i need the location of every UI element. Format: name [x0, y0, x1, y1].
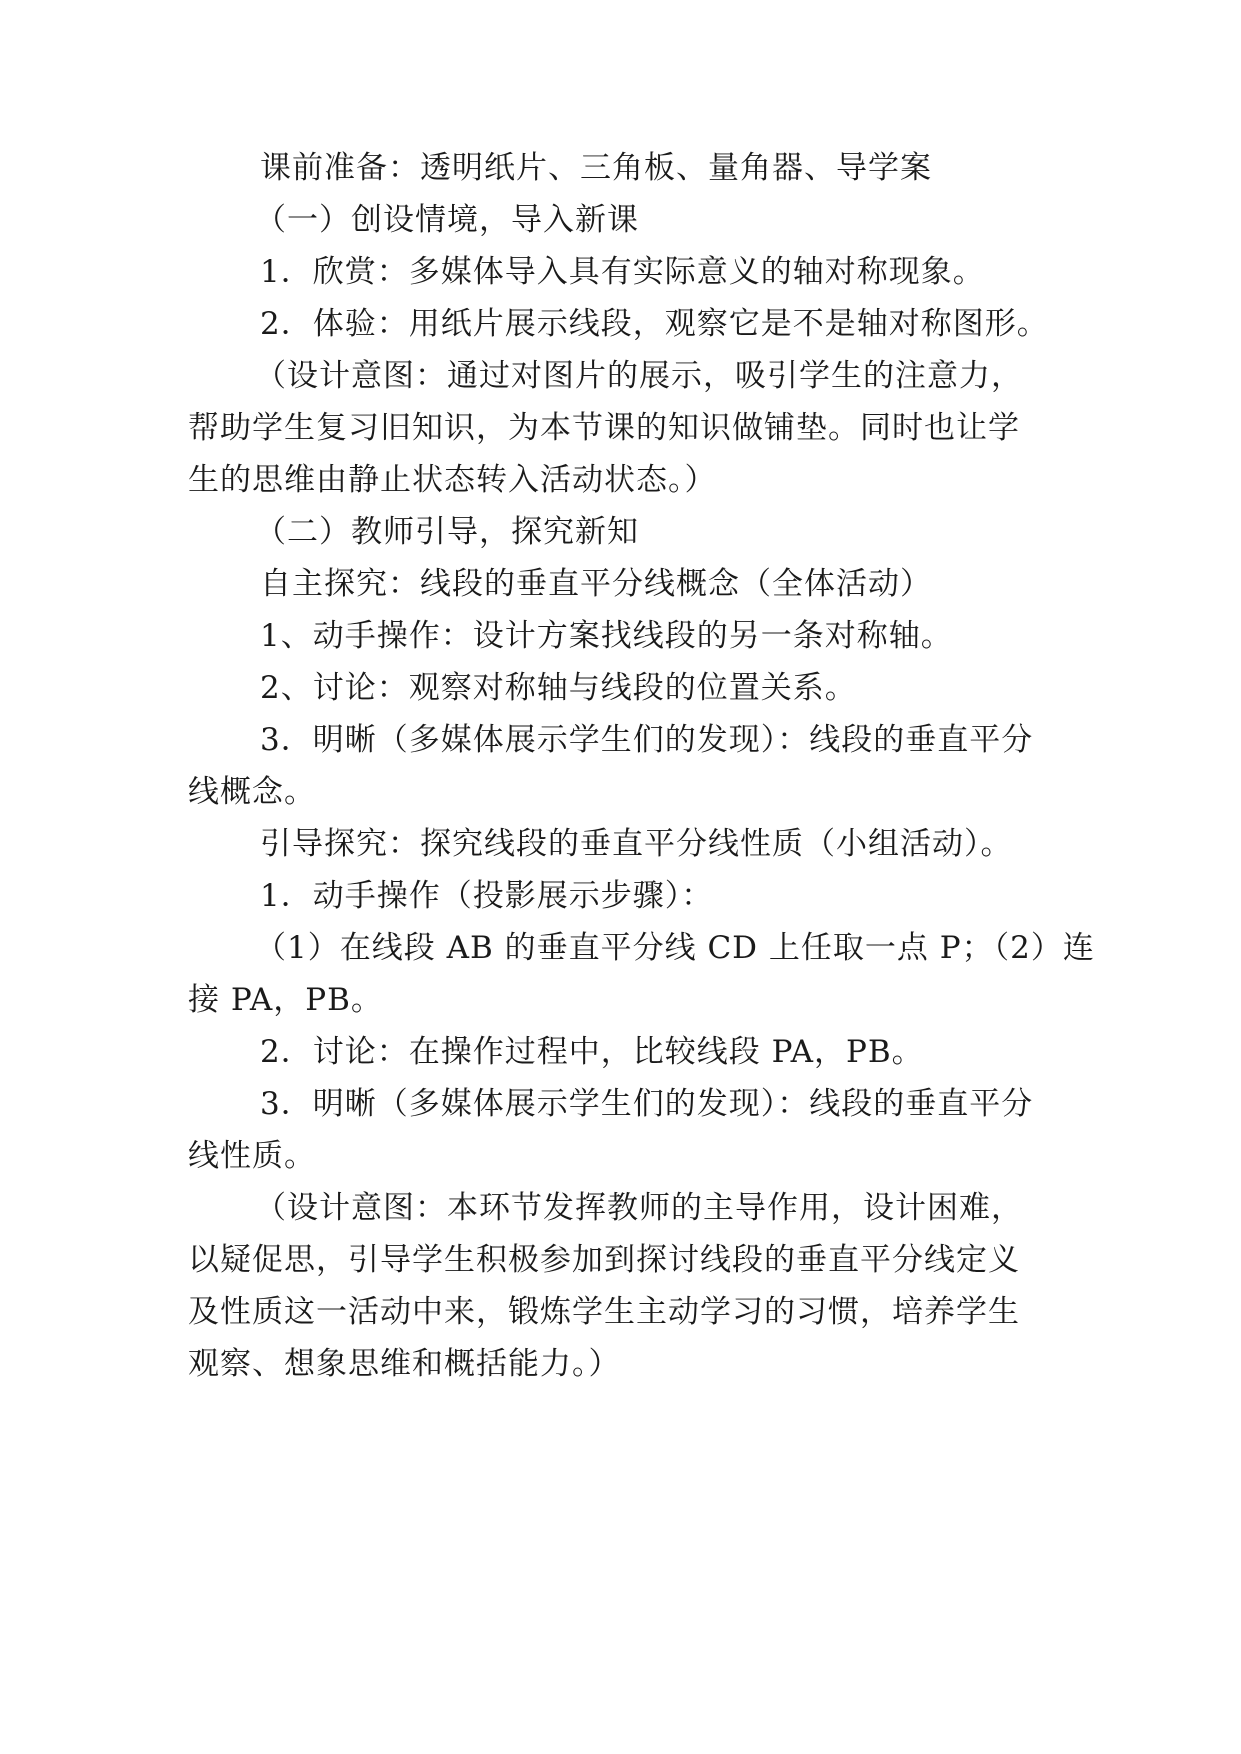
section-heading-1: （一）创设情境，导入新课 [255, 202, 639, 238]
text-line: 线概念。 [188, 774, 316, 810]
text-line: 2、讨论：观察对称轴与线段的位置关系。 [260, 670, 857, 706]
text-line: 以疑促思，引导学生积极参加到探讨线段的垂直平分线定义 [188, 1242, 1020, 1278]
text-line: 3．明晰（多媒体展示学生们的发现）：线段的垂直平分 [260, 722, 1034, 758]
text-line: 2．讨论：在操作过程中，比较线段 PA，PB。 [260, 1034, 924, 1070]
section-heading-2: （二）教师引导，探究新知 [255, 514, 639, 550]
text-line: 1、动手操作：设计方案找线段的另一条对称轴。 [260, 618, 953, 654]
text-line: 生的思维由静止状态转入活动状态。） [188, 462, 717, 498]
text-line: 3．明晰（多媒体展示学生们的发现）：线段的垂直平分 [260, 1086, 1034, 1122]
text-line: 1．欣赏：多媒体导入具有实际意义的轴对称现象。 [260, 254, 985, 290]
text-line: 自主探究：线段的垂直平分线概念（全体活动） [260, 566, 932, 602]
text-line: 观察、想象思维和概括能力。） [188, 1346, 621, 1382]
text-line: （设计意图：通过对图片的展示，吸引学生的注意力， [255, 358, 1023, 394]
text-line: 接 PA，PB。 [188, 982, 383, 1018]
text-line: （1）在线段 AB 的垂直平分线 CD 上任取一点 P；（2）连 [255, 930, 1095, 966]
text-line: 线性质。 [188, 1138, 316, 1174]
text-line: 2．体验：用纸片展示线段，观察它是不是轴对称图形。 [260, 306, 1049, 342]
text-line: （设计意图：本环节发挥教师的主导作用，设计困难， [255, 1190, 1023, 1226]
text-line: 帮助学生复习旧知识，为本节课的知识做铺垫。同时也让学 [188, 410, 1020, 446]
text-line: 及性质这一活动中来，锻炼学生主动学习的习惯，培养学生 [188, 1294, 1020, 1330]
text-line: 1．动手操作（投影展示步骤）： [260, 878, 714, 914]
text-line: 引导探究：探究线段的垂直平分线性质（小组活动）。 [260, 826, 1013, 862]
text-line-prep: 课前准备：透明纸片、三角板、量角器、导学案 [260, 150, 932, 186]
